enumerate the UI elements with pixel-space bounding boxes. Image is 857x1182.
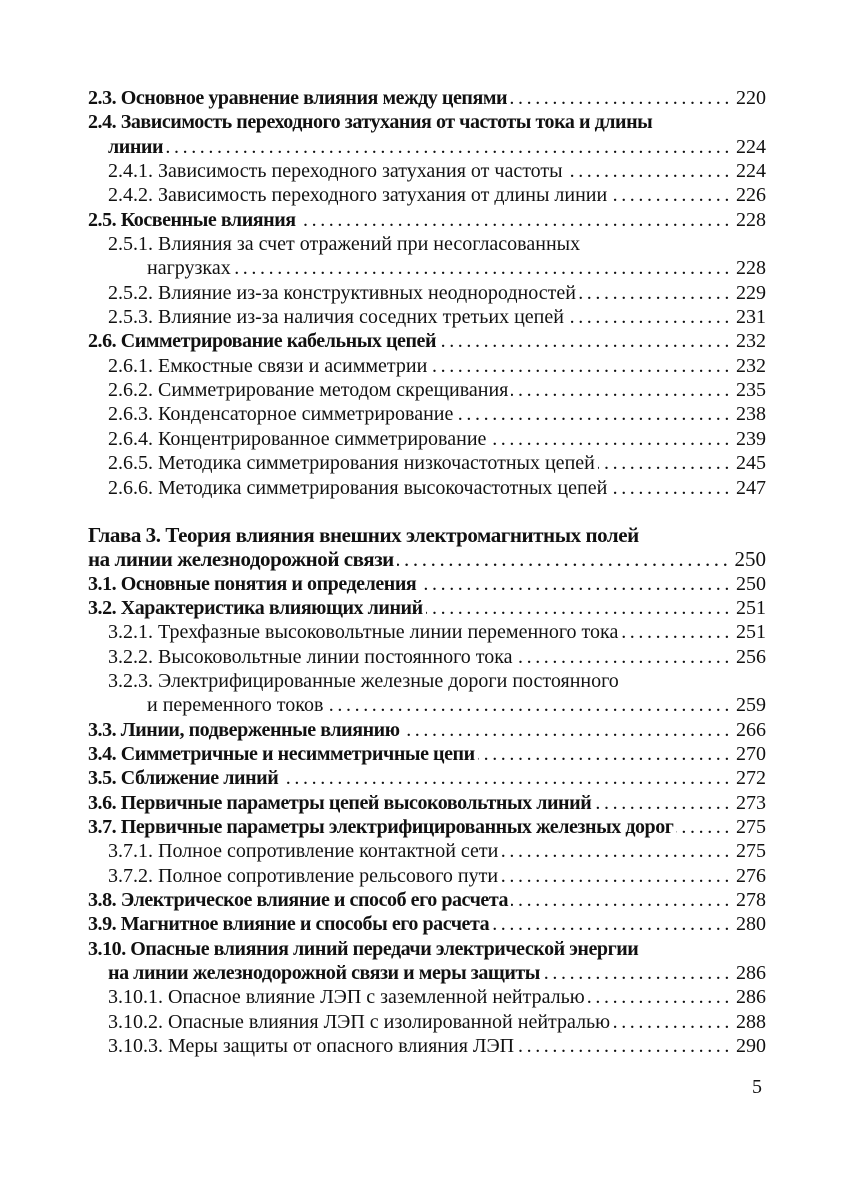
toc-entry-title: 2.4.2. Зависимость переходного затухания от длины линии [108, 184, 608, 207]
dot-leader [299, 208, 733, 232]
toc-entry-title: 2.3. Основное уравнение влияния между цепями [88, 87, 508, 109]
dot-leader [419, 572, 733, 596]
toc-line [88, 329, 766, 353]
toc-line [88, 86, 766, 110]
toc-line [88, 839, 766, 863]
toc-entry-title: 3.2.1. Трехфазные высоковольтные линии переменного тока [108, 621, 619, 644]
toc-entry-title: 3.8. Электрическое влияние и способ его расчета [88, 889, 509, 911]
page-number: 5 [752, 1076, 762, 1098]
dot-leader [566, 159, 733, 183]
toc-entry-title: 2.4.1. Зависимость переходного затухания от частоты [108, 160, 563, 183]
dot-leader [281, 766, 733, 790]
dot-leader [489, 427, 733, 451]
toc-entry-title: 3.6. Первичные параметры цепей высоковольтных линий [88, 791, 592, 814]
toc-entry-title: 3.2.3. Электрифицированные железные дороги постоянного [108, 669, 619, 692]
toc-entry-title: 3.7.2. Полное сопротивление рельсового пути [108, 864, 499, 887]
toc-line [88, 305, 766, 329]
toc-page-number: 232 [736, 354, 766, 377]
toc-page-number: 256 [736, 645, 766, 668]
toc-line [88, 281, 766, 305]
toc-page-number: 245 [736, 452, 766, 475]
toc-line [88, 815, 766, 839]
toc-entry[interactable] [88, 912, 766, 936]
dot-leader [439, 329, 733, 353]
toc-entry-title: 3.2.2. Высоковольтные линии постоянного тока [108, 645, 513, 668]
toc-entry-title: 2.6.5. Методика симметрирования низкочастотных цепей [108, 452, 595, 475]
toc-entry[interactable] [88, 864, 766, 888]
toc-entry-title: 3.10. Опасные влияния линий передачи электрической энергии [88, 937, 639, 960]
toc-entry[interactable] [88, 451, 766, 475]
toc-page-number: 259 [736, 694, 766, 717]
toc-line [88, 354, 766, 378]
toc-entry-title: 2.5.2. Влияние из-за конструктивных неоднородностей [108, 281, 576, 304]
toc-entry-title: 2.6. Симметрирование кабельных цепей [88, 330, 437, 353]
dot-leader [403, 718, 733, 742]
toc-line [88, 669, 766, 693]
dot-leader [516, 645, 733, 669]
dot-leader [610, 183, 733, 207]
toc-line [88, 1010, 766, 1034]
dot-leader [610, 476, 733, 500]
toc-line [88, 232, 766, 256]
dot-leader [594, 791, 733, 815]
toc-entry[interactable] [88, 208, 766, 232]
toc-page-number: 224 [736, 135, 766, 158]
toc-entry[interactable] [88, 718, 766, 742]
toc-entry[interactable] [88, 669, 766, 718]
dot-leader [613, 1010, 733, 1034]
toc-line [88, 864, 766, 888]
toc-entry-title: 2.5.1. Влияния за счет отражений при несогласованных [108, 233, 581, 256]
toc-page-number: 286 [736, 962, 766, 985]
toc-page-number: 278 [736, 889, 766, 911]
toc-entry-title: 3.7. Первичные параметры электрифицированных железных дорог [88, 815, 674, 838]
toc-entry-title: 2.6.2. Симметрирование методом скрещивания [108, 379, 509, 402]
toc-entry[interactable] [88, 281, 766, 305]
toc-page-number: 235 [736, 379, 766, 402]
dot-leader [166, 135, 733, 159]
toc-entry-title: 3.10.1. Опасное влияние ЛЭП с заземленной нейтралью [108, 986, 585, 1009]
toc-page-number: 220 [736, 87, 766, 109]
toc-chapter-entry[interactable] [88, 523, 766, 572]
toc-line [88, 427, 766, 451]
dot-leader [511, 888, 733, 912]
toc-entry-title: 3.3. Линии, подверженные влиянию [88, 718, 400, 741]
dot-leader [621, 620, 733, 644]
toc-line [88, 791, 766, 815]
toc-page-number: 286 [736, 986, 766, 1009]
toc-page-number: 288 [736, 1010, 766, 1033]
toc-entry[interactable] [88, 159, 766, 183]
toc-line [88, 1034, 766, 1058]
dot-leader [598, 451, 733, 475]
toc-entry[interactable] [88, 183, 766, 207]
toc-entry-title: 3.10.3. Меры защиты от опасного влияния ЛЭП [108, 1035, 515, 1058]
toc-page-number: 273 [736, 791, 766, 814]
toc-line [88, 961, 766, 985]
toc-entry[interactable] [88, 596, 766, 620]
toc-line [88, 135, 766, 159]
toc-entry[interactable] [88, 86, 766, 110]
toc-line [88, 523, 766, 547]
toc-page-number: 229 [736, 281, 766, 304]
toc-entry[interactable] [88, 815, 766, 839]
toc-line [88, 476, 766, 500]
toc-entry-title: 3.2. Характеристика влияющих линий [88, 596, 423, 619]
toc-page-number: 250 [736, 572, 766, 595]
table-of-contents [88, 86, 766, 1058]
toc-page-number: 226 [736, 184, 766, 207]
toc-page-number: 247 [736, 476, 766, 499]
toc-line [88, 208, 766, 232]
toc-entry[interactable] [88, 985, 766, 1009]
dot-leader [510, 86, 733, 110]
dot-leader [676, 815, 733, 839]
toc-line [88, 742, 766, 766]
dot-leader [326, 693, 733, 717]
dot-leader [567, 305, 733, 329]
toc-entry-title: 2.6.3. Конденсаторное симметрирование [108, 403, 454, 426]
dot-leader [397, 547, 732, 571]
toc-entry[interactable] [88, 839, 766, 863]
dot-leader [511, 378, 733, 402]
dot-leader [543, 961, 733, 985]
toc-line [88, 766, 766, 790]
toc-entry[interactable] [88, 1010, 766, 1034]
toc-line [88, 620, 766, 644]
toc-entry-title: 3.9. Магнитное влияние и способы его расчета [88, 913, 490, 936]
toc-entry-title: 2.6.4. Концентрированное симметрирование [108, 427, 487, 450]
toc-page-number: 275 [736, 815, 766, 838]
dot-leader [501, 839, 733, 863]
dot-leader [456, 402, 733, 426]
toc-line [88, 985, 766, 1009]
section-gap [88, 500, 766, 523]
dot-leader [426, 596, 733, 620]
toc-line [88, 451, 766, 475]
toc-entry-title: 2.5.3. Влияние из-за наличия соседних третьих цепей [108, 306, 564, 329]
toc-entry[interactable] [88, 645, 766, 669]
toc-line [88, 183, 766, 207]
toc-entry[interactable] [88, 742, 766, 766]
toc-entry[interactable] [88, 378, 766, 402]
toc-page-number: 280 [736, 913, 766, 936]
toc-entry-title: 2.6.1. Емкостные связи и асимметрии [108, 354, 428, 377]
toc-entry[interactable] [88, 572, 766, 596]
toc-entry[interactable] [88, 1034, 766, 1058]
toc-page-number: 251 [736, 621, 766, 644]
dot-leader [234, 256, 733, 280]
toc-entry[interactable] [88, 791, 766, 815]
toc-page-number: 275 [736, 840, 766, 863]
dot-leader [579, 281, 733, 305]
toc-entry-title: 3.7.1. Полное сопротивление контактной сети [108, 840, 499, 863]
toc-line [88, 645, 766, 669]
dot-leader [588, 985, 733, 1009]
toc-entry[interactable] [88, 110, 766, 159]
toc-entry-title: линии [108, 135, 164, 158]
toc-entry[interactable] [88, 476, 766, 500]
toc-page-number: 270 [736, 742, 766, 765]
toc-entry[interactable] [88, 620, 766, 644]
dot-leader [430, 354, 733, 378]
toc-page-number: 276 [736, 864, 766, 887]
dot-leader [478, 742, 733, 766]
toc-page-number: 239 [736, 427, 766, 450]
toc-entry[interactable] [88, 329, 766, 353]
toc-line [88, 888, 766, 912]
dot-leader [517, 1034, 733, 1058]
toc-line [88, 256, 766, 280]
toc-line [88, 110, 766, 134]
toc-entry[interactable] [88, 427, 766, 451]
toc-line [88, 402, 766, 426]
dot-leader [492, 912, 733, 936]
toc-page-number: 272 [736, 767, 766, 790]
toc-entry-title: 2.6.6. Методика симметрирования высокочастотных цепей [108, 476, 608, 499]
toc-page-number: 266 [736, 718, 766, 741]
toc-entry-title: 3.5. Сближение линий [88, 767, 279, 790]
toc-line [88, 596, 766, 620]
toc-page-number: 250 [734, 547, 766, 572]
toc-page-number: 231 [736, 306, 766, 329]
toc-page-number: 251 [736, 596, 766, 619]
toc-entry[interactable] [88, 937, 766, 986]
toc-entry-title: 3.4. Симметричные и несимметричные цепи [88, 742, 475, 765]
toc-entry[interactable] [88, 766, 766, 790]
toc-line [88, 693, 766, 717]
toc-entry-title: нагрузках [147, 257, 231, 280]
toc-entry[interactable] [88, 402, 766, 426]
dot-leader [501, 864, 733, 888]
toc-page-number: 238 [736, 403, 766, 426]
toc-entry-title: 3.10.2. Опасные влияния ЛЭП с изолированной нейтралью [108, 1010, 611, 1033]
toc-line [88, 378, 766, 402]
toc-page-number: 290 [736, 1035, 766, 1058]
toc-line [88, 937, 766, 961]
toc-entry-title: Глава 3. Теория влияния внешних электромагнитных полей [88, 522, 639, 547]
toc-line [88, 718, 766, 742]
toc-entry[interactable] [88, 232, 766, 281]
toc-page-number: 228 [736, 257, 766, 280]
toc-entry-title: на линии железнодорожной связи и меры защиты [108, 962, 540, 985]
toc-entry-title: и переменного токов [147, 694, 324, 717]
toc-page-number: 232 [736, 330, 766, 353]
toc-line [88, 547, 766, 571]
toc-entry[interactable] [88, 354, 766, 378]
toc-line [88, 912, 766, 936]
toc-page-number: 228 [736, 208, 766, 231]
toc-entry[interactable] [88, 305, 766, 329]
toc-line [88, 572, 766, 596]
toc-entry-title: на линии железнодорожной связи [88, 547, 394, 572]
toc-entry[interactable] [88, 888, 766, 912]
toc-entry-title: 2.5. Косвенные влияния [88, 208, 296, 231]
toc-line [88, 159, 766, 183]
toc-page-number: 224 [736, 160, 766, 183]
toc-entry-title: 3.1. Основные понятия и определения [88, 572, 417, 595]
toc-entry-title: 2.4. Зависимость переходного затухания от частоты тока и длины [88, 111, 653, 134]
